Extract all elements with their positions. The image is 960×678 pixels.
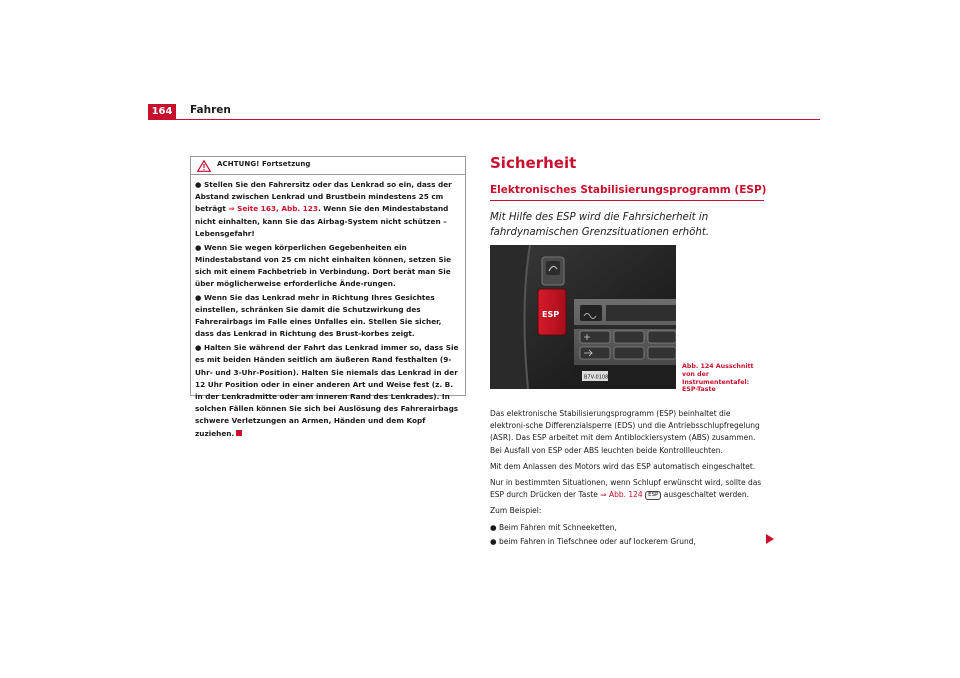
paragraph: Mit dem Anlassen des Motors wird das ESP automatisch eingeschaltet. bbox=[490, 461, 756, 471]
warning-item bbox=[195, 242, 461, 291]
warning-item-text: Wenn Sie wegen körperlichen Gegebenheiten ein Mindestabstand von 25 cm nicht einhalten können, setzen Sie sich mit einem Fachbetrieb in Verbindung. Dort berät man Sie über möglicherweise erforderliche Ände-rungen. bbox=[195, 242, 452, 289]
intro-text: Mit Hilfe des ESP wird die Fahrsicherheit in fahrdynamischen Grenzsituationen erhöht. bbox=[490, 212, 710, 238]
warning-item-text: Halten Sie während der Fahrt das Lenkrad immer so, dass Sie es mit beiden Händen seitlich am äußeren Rand festhalten (9-Uhr- und 3-Uhr-Position). Halten Sie niemals das Lenkrad in der 12 Uhr Position oder in einer anderen Art und Weise fest (z. B. in der Lenkradmitte oder am inneren Rand des Lenkrades). In solchen Fällen können Sie sich bei Auslösung des Fahrerairbags schwere Verletzungen an Armen, Händen und dem Kopf zuziehen. bbox=[195, 343, 459, 438]
paragraph-esp-switch bbox=[490, 477, 766, 501]
cross-reference-link[interactable]: ⇒ Seite 163, Abb. 123 bbox=[228, 204, 318, 214]
figure-reference-link[interactable]: ⇒ Abb. 124 bbox=[600, 490, 643, 500]
bullet-icon: ● bbox=[195, 343, 202, 353]
body-text bbox=[490, 408, 766, 550]
list-item bbox=[490, 522, 766, 534]
list-item-text: beim Fahren in Tiefschnee oder auf lockerem Grund, bbox=[499, 536, 696, 546]
page-number: 164 bbox=[151, 106, 173, 117]
section-title: Sicherheit bbox=[490, 154, 577, 172]
bullet-icon: ● bbox=[195, 180, 202, 189]
warning-item bbox=[195, 179, 461, 240]
subsection-title: Elektronisches Stabilisierungsprogramm (ESP) bbox=[490, 184, 767, 196]
bullet-icon: ● bbox=[195, 292, 202, 302]
figure-code: B7V-0108 bbox=[584, 374, 609, 381]
subsection-rule bbox=[490, 200, 764, 201]
bullet-icon: ● bbox=[490, 536, 497, 546]
bullet-icon: ● bbox=[490, 522, 497, 532]
paragraph-text: Nur in bestimmten Situationen, wenn Schlupf erwünscht wird, sollte das ESP durch Drücken der Taste bbox=[490, 478, 762, 500]
list-item-text: Beim Fahren mit Schneeketten, bbox=[499, 522, 617, 532]
paragraph-text-cont: ausgeschaltet werden. bbox=[661, 490, 749, 500]
end-marker-icon bbox=[236, 430, 242, 436]
running-title: Fahren bbox=[190, 104, 231, 116]
bullet-icon: ● bbox=[195, 242, 202, 252]
list-item bbox=[490, 536, 766, 548]
warning-header bbox=[191, 157, 465, 175]
warning-triangle-icon bbox=[197, 160, 211, 172]
warning-item-text: Wenn Sie das Lenkrad mehr in Richtung Ihres Gesichtes einstellen, schränken Sie damit die Schutzwirkung des Fahrerairbags im Falle eines Unfalles ein. Stellen Sie sicher, dass das Lenkrad in Richtung des Brust-korbes zeigt. bbox=[195, 292, 442, 339]
warning-list bbox=[195, 179, 461, 441]
warning-title: ACHTUNG! Fortsetzung bbox=[217, 160, 311, 168]
dashboard-illustration bbox=[490, 245, 676, 389]
esp-key-icon: ESP bbox=[645, 491, 661, 500]
header-rule bbox=[148, 119, 820, 120]
esp-button-label: ESP bbox=[542, 310, 560, 319]
warning-box bbox=[190, 156, 466, 438]
paragraph: Das elektronische Stabilisierungsprogramm (ESP) beinhaltet die elektroni-sche Differenzialsperre (EDS) und die Antriebsschlupfregelung (ASR). Das ESP arbeitet mit dem Antiblockiersystem (ABS) zusammen. Bei Ausfall von ESP oder ABS leuchten beide Kontrollleuchten. bbox=[490, 409, 760, 455]
next-page-arrow-icon bbox=[766, 534, 774, 544]
warning-item bbox=[195, 292, 461, 341]
warning-item-text: Stellen Sie den Fahrersitz oder das Lenkrad so ein, dass der Abstand zwischen Lenkrad und Brustbein mindestens 25 cm beträgt bbox=[195, 180, 452, 214]
figure-esp-button-photo bbox=[490, 245, 676, 389]
figure-caption: Abb. 124 Ausschnitt von der Instrumententafel: ESP-Taste bbox=[682, 363, 754, 394]
warning-item-text-cont: . Wenn Sie den Mindestabstand nicht einhalten, kann Sie das Airbag-System nicht schützen – Lebensgefahr! bbox=[195, 204, 449, 238]
warning-item bbox=[195, 342, 461, 440]
paragraph: Zum Beispiel: bbox=[490, 506, 542, 516]
